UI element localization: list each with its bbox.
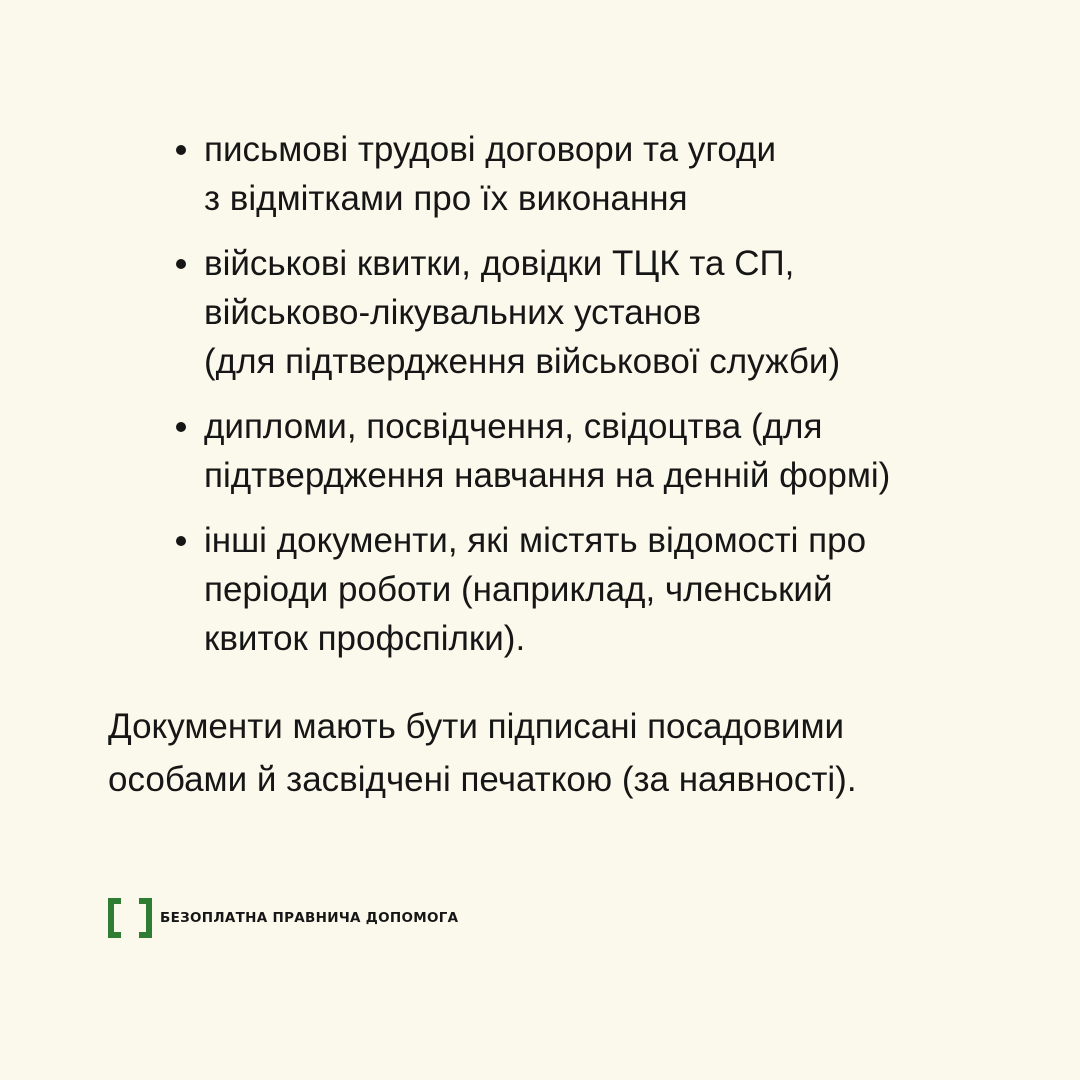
documents-list	[176, 125, 976, 679]
organization-name: БЕЗОПЛАТНА ПРАВНИЧА ДОПОМОГА	[160, 910, 459, 926]
list-item-line: квиток профспілки).	[204, 619, 526, 658]
list-item	[176, 516, 976, 663]
bullet-icon	[176, 145, 186, 155]
right-bracket-icon	[139, 898, 152, 938]
bullet-icon	[176, 422, 186, 432]
list-item-line: дипломи, посвідчення, свідоцтва (для	[204, 407, 823, 446]
note-line: Документи мають бути підписані посадовими	[108, 707, 845, 746]
note-line: особами й засвідчені печаткою (за наявності).	[108, 760, 857, 799]
list-item-line: (для підтвердження військової служби)	[204, 342, 841, 381]
bracket-logo-icon	[108, 898, 152, 938]
list-item-line: з відмітками про їх виконання	[204, 179, 688, 218]
organization-logo	[108, 898, 458, 938]
list-item-line: військові квитки, довідки ТЦК та СП,	[204, 244, 795, 283]
list-item-line: письмові трудові договори та угоди	[204, 130, 777, 169]
list-item	[176, 402, 976, 500]
left-bracket-icon	[108, 898, 121, 938]
list-item	[176, 125, 976, 223]
list-item-line: інші документи, які містять відомості про	[204, 521, 867, 560]
list-item	[176, 239, 976, 386]
list-item-line: військово-лікувальних установ	[204, 293, 702, 332]
list-item-line: періоди роботи (наприклад, членський	[204, 570, 833, 609]
list-item-line: підтвердження навчання на денній формі)	[204, 456, 891, 495]
bullet-icon	[176, 536, 186, 546]
bullet-icon	[176, 259, 186, 269]
signature-requirement-note	[108, 700, 1008, 806]
